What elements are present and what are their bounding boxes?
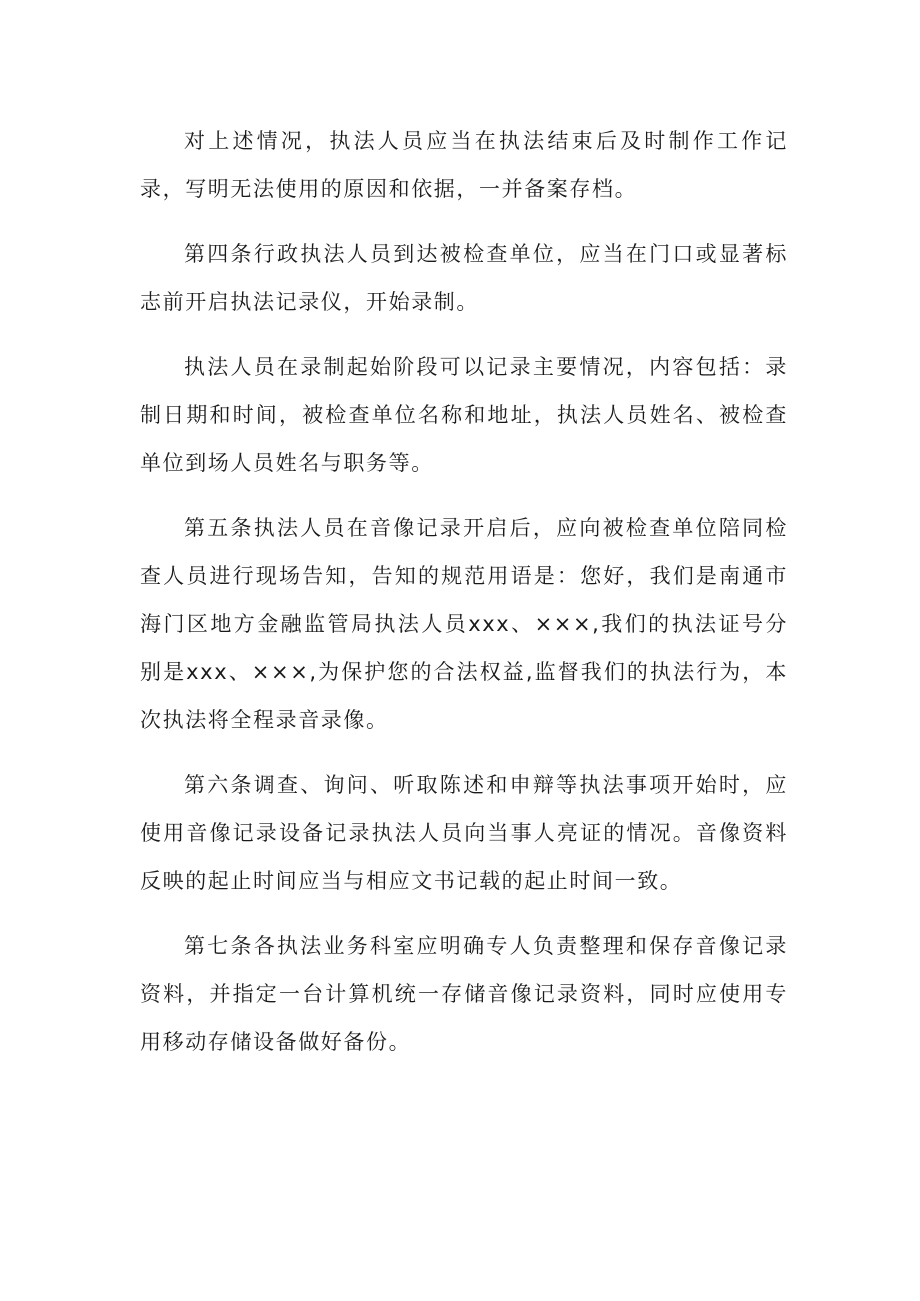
paragraph-article-5: 第五条执法人员在音像记录开启后，应向被检查单位陪同检查人员进行现场告知，告知的规范用语是：您好，我们是南通市海门区地方金融监管局执法人员xxx、×××,我们的执法证号分别是xxx、×××,为保护您的合法权益,监督我们的执法行为，本次执法将全程录音录像。 xyxy=(140,516,788,732)
document-body xyxy=(140,117,788,1083)
paragraph-article-7: 第七条各执法业务科室应明确专人负责整理和保存音像记录资料，并指定一台计算机统一存储音像记录资料，同时应使用专用移动存储设备做好备份。 xyxy=(140,934,788,1054)
paragraph-article-6: 第六条调查、询问、听取陈述和申辩等执法事项开始时，应使用音像记录设备记录执法人员向当事人亮证的情况。音像资料反映的起止时间应当与相应文书记载的起止时间一致。 xyxy=(140,773,788,893)
paragraph-recording-start: 执法人员在录制起始阶段可以记录主要情况，内容包括：录制日期和时间，被检查单位名称和地址，执法人员姓名、被检查单位到场人员姓名与职务等。 xyxy=(140,355,788,475)
paragraph-recording-notes: 对上述情况，执法人员应当在执法结束后及时制作工作记录，写明无法使用的原因和依据，一并备案存档。 xyxy=(140,129,788,201)
paragraph-article-4: 第四条行政执法人员到达被检查单位，应当在门口或显著标志前开启执法记录仪，开始录制。 xyxy=(140,242,788,314)
